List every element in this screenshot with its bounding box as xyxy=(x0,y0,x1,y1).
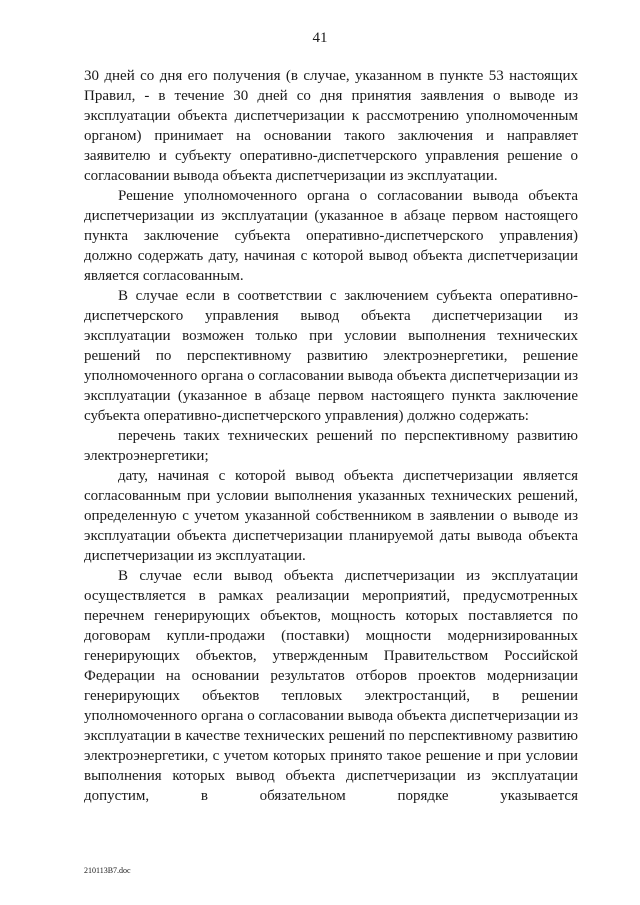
paragraph-1: 30 дней со дня его получения (в случае, указанном в пункте 53 настоящих Правил, - в течение 30 дней со дня принятия заявления о выводе из эксплуатации объекта диспетчеризации к рассмотрению уполномоченным органом) принимает на основании такого заключения и направляет заявителю и субъекту оперативно-диспетчерского управления решение о согласовании вывода объекта диспетчеризации из эксплуатации. xyxy=(84,68,578,184)
paragraph-5: дату, начиная с которой вывод объекта диспетчеризации является согласованным при условии выполнения указанных технических решений, определенную с учетом указанной собственником в заявлении о выводе из эксплуатации объекта диспетчеризации планируемой даты вывода объекта диспетчеризации из эксплуатации. xyxy=(84,468,578,564)
paragraph-2: Решение уполномоченного органа о согласовании вывода объекта диспетчеризации из эксплуатации (указанное в абзаце первом настоящего пункта заключение субъекта оперативно-диспетчерского управления) должно содержать дату, начиная с которой вывод объекта диспетчеризации является согласованным. xyxy=(84,188,578,284)
page-number: 41 xyxy=(312,30,328,46)
paragraph-4: перечень таких технических решений по перспективному развитию электроэнергетики; xyxy=(84,428,578,464)
paragraph-6: В случае если вывод объекта диспетчеризации из эксплуатации осуществляется в рамках реализации мероприятий, предусмотренных перечнем генерирующих объектов, мощность которых поставляется по договорам купли-продажи (поставки) мощности модернизированных генерирующих объектов, утвержденным Правительством Российской Федерации на основании результатов отборов проектов модернизации генерирующих объектов тепловых электростанций, в решении уполномоченного органа о согласовании вывода объекта диспетчеризации из эксплуатации в качестве технических решений по перспективному развитию электроэнергетики, с учетом которых принято такое решение и при условии выполнения которых вывод объекта диспетчеризации из эксплуатации допустим, в обязательном порядке указывается xyxy=(84,568,578,804)
document-body xyxy=(84,66,578,806)
paragraph-3: В случае если в соответствии с заключением субъекта оперативно-диспетчерского управления вывод объекта диспетчеризации из эксплуатации возможен только при условии выполнения технических решений по перспективному развитию электроэнергетики, решение уполномоченного органа о согласовании вывода объекта диспетчеризации из эксплуатации (указанное в абзаце первом настоящего пункта заключение субъекта оперативно-диспетчерского управления) должно содержать: xyxy=(84,288,578,424)
file-name-footer: 210113B7.doc xyxy=(84,866,131,875)
